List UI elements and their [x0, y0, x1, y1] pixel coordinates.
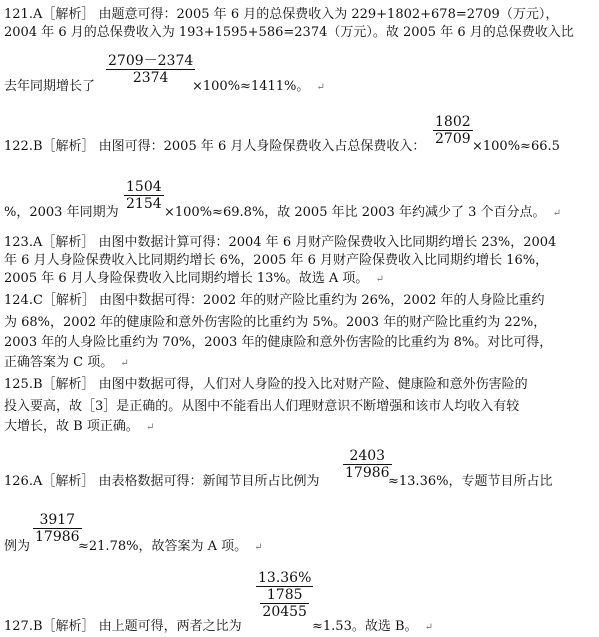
q122-fraction-2: [124, 179, 164, 212]
q121-result: ×100%≈1411%。 ↵: [192, 79, 325, 94]
q123-line-2: 年 6 月人身险保费收入比同期约增长 6%，2005 年 6 月财产险保费收入比同期约增长 16%，: [4, 253, 549, 268]
q121-line-3: 去年同期增长了: [4, 79, 96, 94]
fraction-numerator: 2709－2374: [108, 53, 194, 69]
q126-result-1: ≈13.36%，专题节目所占比: [388, 474, 553, 489]
fraction-numerator: 1504: [126, 179, 162, 195]
fraction-numerator: 13.36%: [258, 570, 312, 586]
q126-line-1: 126.A［解析］ 由表格数据可得：新闻节目所占比例为: [4, 474, 320, 489]
q127-result: ≈1.53。故选 B。 ↵: [312, 619, 434, 634]
paragraph-mark-icon: ↵: [145, 422, 155, 433]
fraction-denominator: 2154: [126, 196, 162, 212]
q122-line-1: 122.B［解析］ 由图可得：2005 年 6 月人身险保费收入占总保费收入：: [4, 139, 426, 154]
q123-line-3: 2005 年 6 月人身险保费收入比同期约增长 13%。故选 A 项。 ↵: [4, 271, 384, 286]
fraction-denominator: [256, 587, 313, 620]
fraction-denominator: 2709: [435, 131, 471, 147]
q127-complex-fraction: [256, 570, 313, 620]
paragraph-mark-icon: ↵: [375, 274, 384, 285]
q126-fraction-1: [343, 448, 392, 481]
q127-inner-fraction: [260, 587, 309, 620]
q122-fraction-1: [433, 114, 473, 147]
q121-line-2: 2004 年 6 月的总保费收入为 193+1595+586=2374（万元）。故 2005 年 6 月的总保费收入比: [4, 25, 574, 40]
paragraph-mark-icon: ↵: [552, 208, 562, 219]
q125-line-2: 投入要高，故［3］是正确的。从图中不能看出人们理财意识不断增强和该市人均收入有较: [4, 399, 520, 414]
q127-line-1: 127.B［解析］ 由上题可得，两者之比为: [4, 619, 242, 634]
q121-line-1: 121.A［解析］ 由题意可得：2005 年 6 月的总保费收入为 229+1802+678=2709（万元），: [4, 7, 559, 22]
q124-line-2: 为 68%，2002 年的健康险和意外伤害险的比重约为 5%。2003 年的财产险比重约为 22%，: [4, 315, 547, 330]
q126-fraction-2: [33, 512, 82, 545]
q122-line-2: %，2003 年同期为: [4, 205, 119, 220]
fraction-denominator: 17986: [35, 529, 80, 545]
q122-result-2: ×100%≈69.8%，故 2005 年比 2003 年约减少了 3 个百分点。 ↵: [164, 205, 562, 220]
inner-fraction-denominator: 20455: [262, 604, 307, 620]
q123-line-1: 123.A［解析］ 由图中数据计算可得：2004 年 6 月财产险保费收入比同期约增长 23%，2004: [4, 235, 557, 250]
q126-line-2: 例为: [4, 539, 31, 554]
q126-result-2: ≈21.78%，故答案为 A 项。 ↵: [78, 539, 263, 554]
paragraph-mark-icon: ↵: [316, 82, 325, 93]
fraction-denominator: 17986: [345, 465, 390, 481]
q125-line-3: 大增长，故 B 项正确。 ↵: [4, 419, 155, 434]
fraction-numerator: 2403: [349, 448, 386, 464]
paragraph-mark-icon: ↵: [424, 622, 434, 633]
fraction-numerator: 3917: [39, 512, 76, 528]
paragraph-mark-icon: ↵: [120, 358, 129, 369]
q125-line-1: 125.B［解析］ 由图中数据可得，人们对人身险的投入比对财产险、健康险和意外伤害险的: [4, 377, 528, 392]
q124-line-1: 124.C［解析］ 由图中数据可得：2002 年的财产险比重约为 26%，2002 年的人身险比重约: [4, 293, 545, 308]
fraction-numerator: 1802: [435, 114, 471, 130]
q122-result-1: ×100%≈66.5: [472, 139, 560, 154]
q124-line-4: 正确答案为 C 项。 ↵: [4, 355, 129, 370]
q124-line-3: 2003 年的人身险比重约为 70%，2003 年的健康险和意外伤害险的比重约为 8%。对比可得，: [4, 335, 553, 350]
q121-fraction: [106, 53, 195, 86]
paragraph-mark-icon: ↵: [254, 542, 263, 553]
fraction-denominator: 2374: [132, 70, 169, 86]
inner-fraction-numerator: 1785: [266, 587, 303, 603]
